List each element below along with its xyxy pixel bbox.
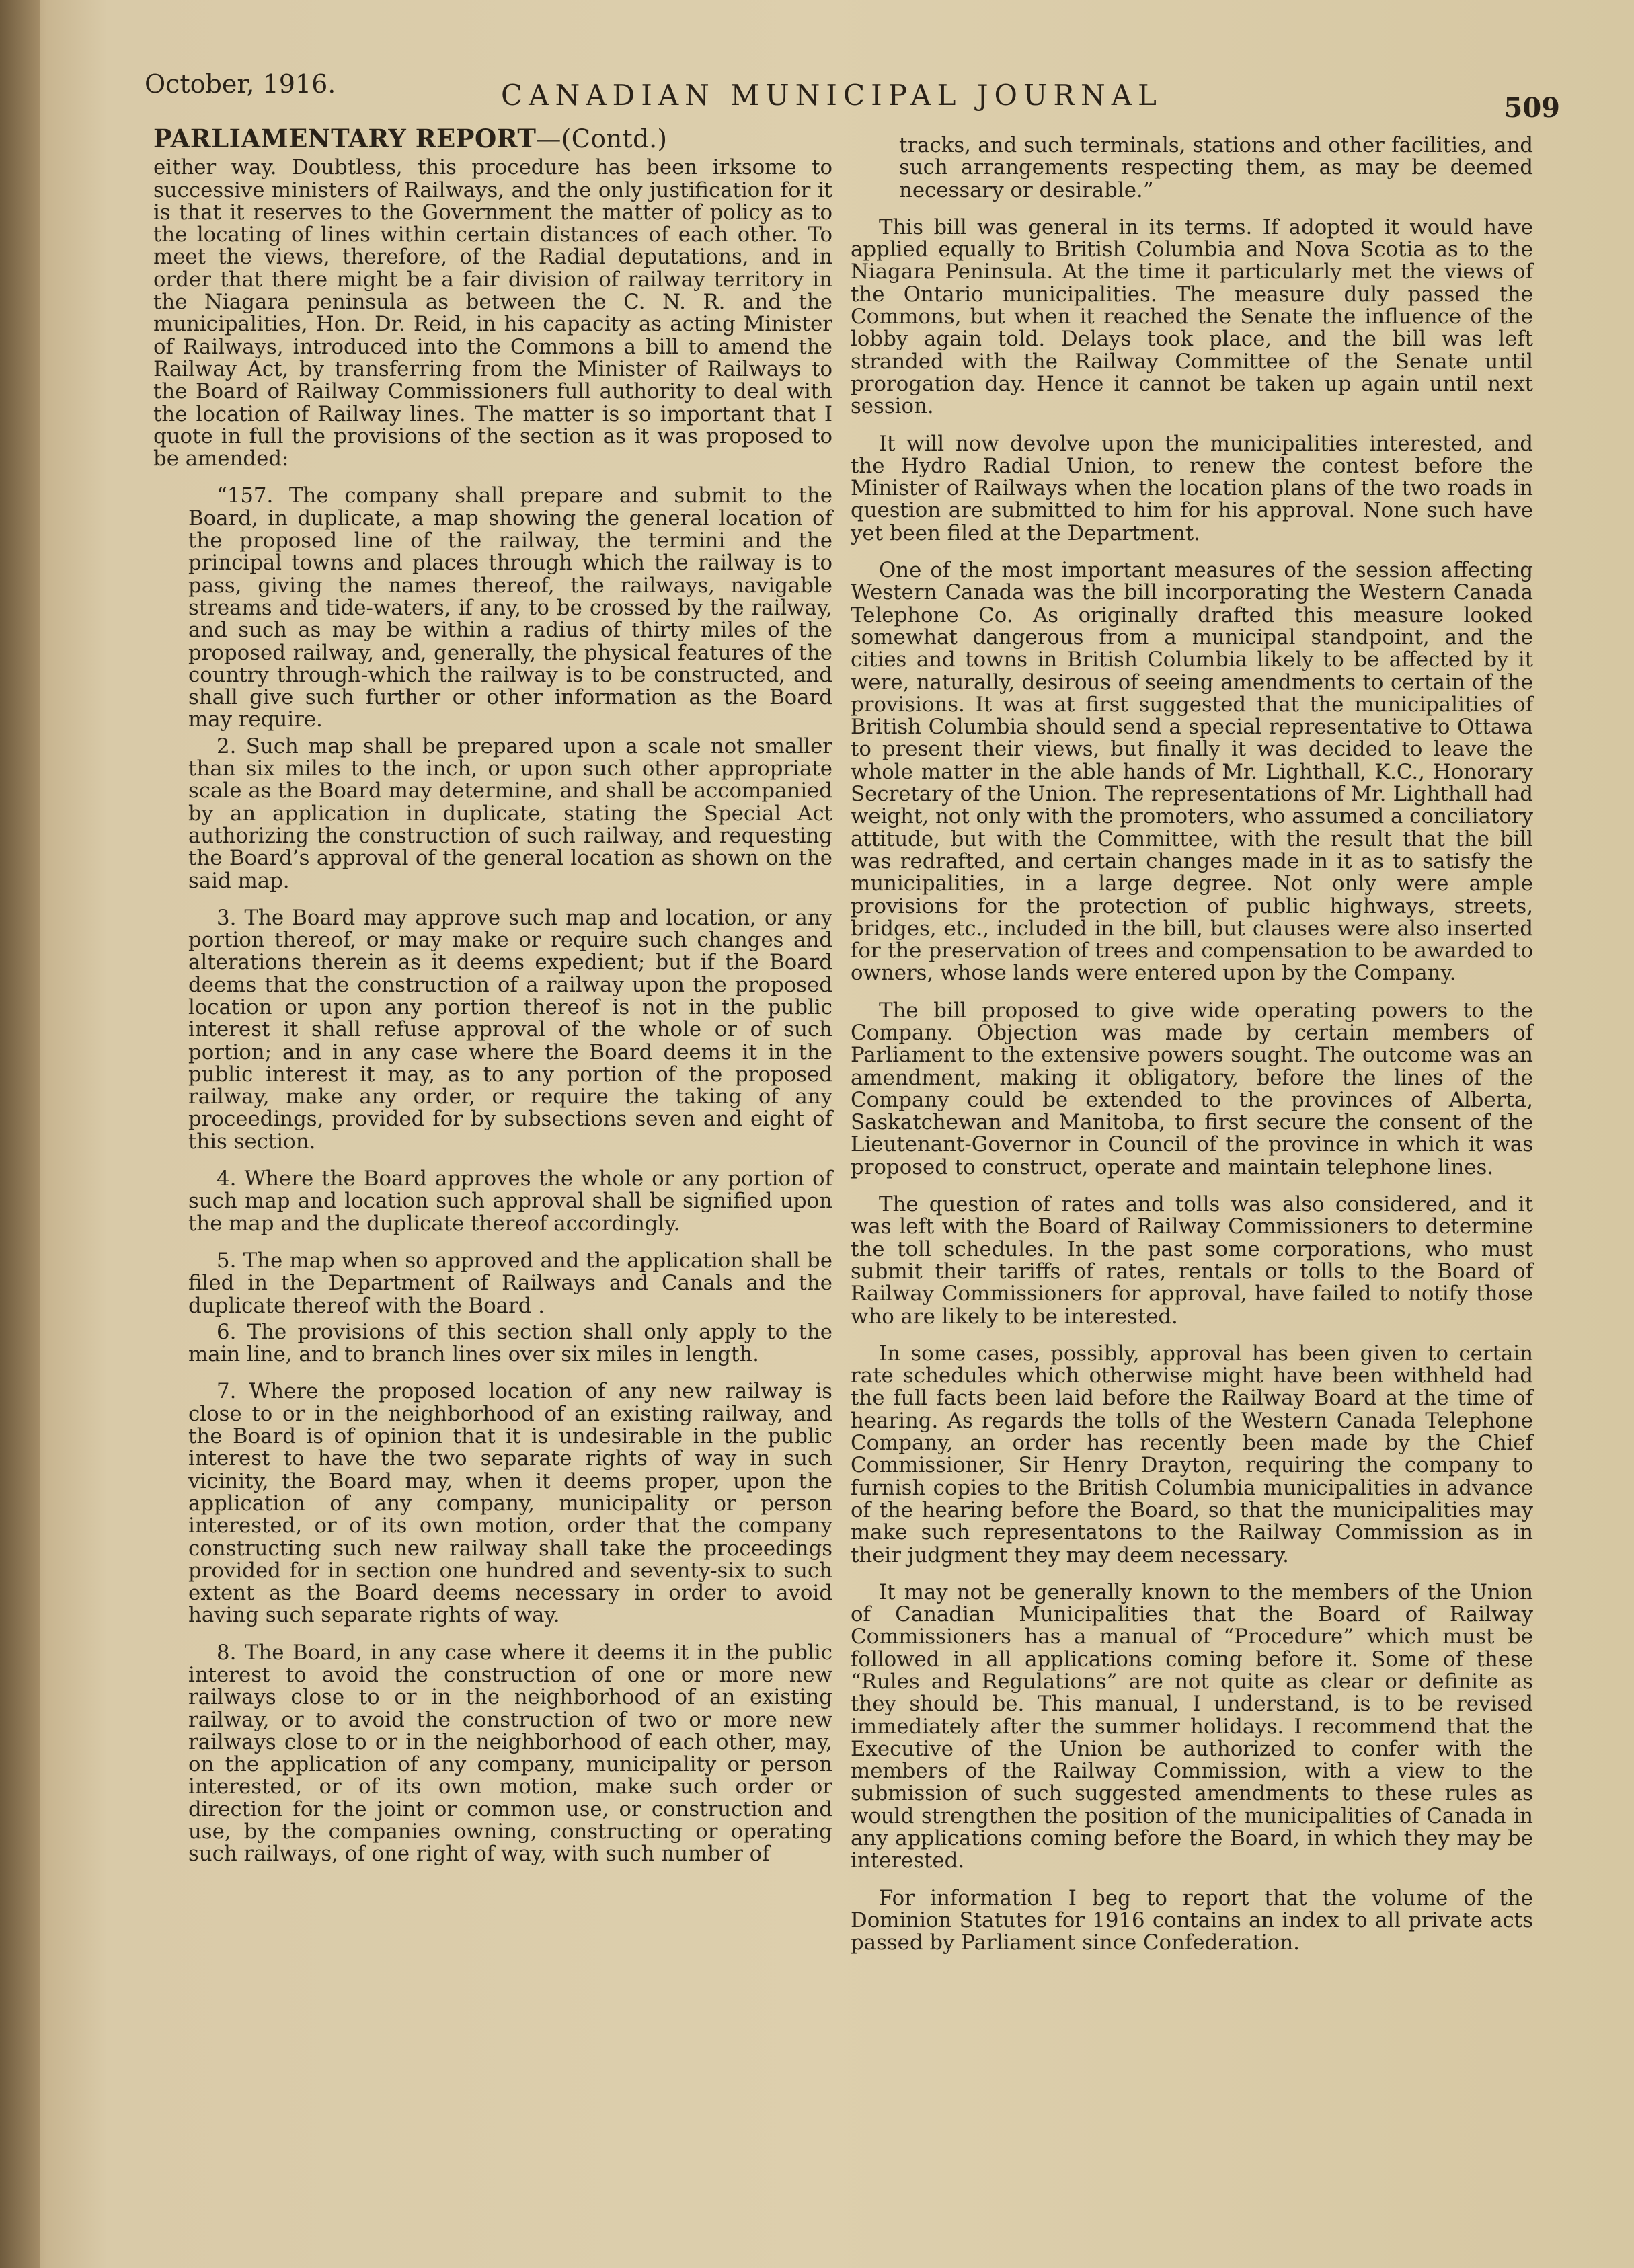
- section-contd: —(Contd.): [536, 124, 668, 153]
- section-title: [153, 124, 832, 153]
- paragraph-procedure-manual: It may not be generally known to the members of the Union of Canadian Municipalities that the Board of Railway Commissioners has a manual of “Procedure” which must be followed in all applications coming before it. Some of these “Rules and Regulations” are not quite as clear or definite as they should be. This manual, I understand, is to be revised immediately after the summer holidays. I recommend that the Executive of the Union be authorized to confer with the members of the Railway Commission, with a view to the submission of such suggested amendments to these rules as would strengthen the position of the municipalities of Canada in any applications coming before the Board, in which they may be interested.: [851, 1579, 1533, 1873]
- section-title-text: PARLIAMENTARY REPORT: [153, 124, 537, 153]
- quote-continuation: [899, 134, 1533, 202]
- left-column: [153, 124, 832, 1881]
- provision-2: 2. Such map shall be prepared upon a scale not smaller than six miles to the inch, or upon such other appropriate scale as the Board may determine, and shall be accompanied by an application in duplicate, stating the Special Act authorizing the construction of such railway, and requesting the Board’s approval of the general location as shown on the said map.: [188, 734, 832, 893]
- intro-paragraph: either way. Doubtless, this procedure has been irksome to successive ministers of Railways, and the only justification for it is that it reserves to the Government the matter of policy as to the locating of lines within certain distances of each other. To meet the views, therefore, of the Radial deputations, and in order that there might be a fair division of railway territory in the Niagara peninsula as between the C. N. R. and the municipalities, Hon. Dr. Reid, in his capacity as acting Minister of Railways, introduced into the Commons a bill to amend the Railway Act, by transferring from the Minister of Railways to the Board of Railway Commissioners full authority to deal with the location of Railway lines. The matter is so important that I quote in full the provisions of the section as it was proposed to be amended:: [153, 155, 832, 471]
- provision-3: 3. The Board may approve such map and location, or any portion thereof, or may make or require such changes and alterations therein as it deems expedient; but if the Board deems that the construction of a railway upon the proposed location or upon any portion thereof is not in the public interest it shall refuse approval of the whole or of such portion; and in any case where the Board deems it in the public interest it may, as to any portion of the proposed railway, make any order, or require the taking of any proceedings, provided for by subsections seven and eight of this section.: [188, 905, 832, 1154]
- paragraph-operating-powers: The bill proposed to give wide operating powers to the Company. Objection was made by certain members of Parliament to the extensive powers sought. The outcome was an amendment, making it obligatory, before the lines of the Company could be extended to the provinces of Alberta, Saskatchewan and Manitoba, to first secure the consent of the Lieutenant-Governor in Council of the province in which it was proposed to construct, operate and maintain telephone lines.: [851, 998, 1533, 1179]
- quote-end: tracks, and such terminals, stations and other facilities, and such arrangements respecting them, as may be deemed necessary or desirable.”: [899, 133, 1533, 202]
- paragraph-rates-tolls: The question of rates and tolls was also considered, and it was left with the Board of Railway Commissioners to determine the toll schedules. In the past some corporations, who must submit their tariffs of rates, rentals or tolls to the Board of Railway Commissioners for approval, have failed to notify those who are likely to be interested.: [851, 1192, 1533, 1329]
- provision-157: “157. The company shall prepare and submit to the Board, in duplicate, a map showing the general location of the proposed line of the railway, the termini and the principal towns and places through which the railway is to pass, giving the names thereof, the railways, navigable streams and tide-waters, if any, to be crossed by the railway, and such as may be within a radius of thirty miles of the proposed railway, and, generally, the physical features of the country through-which the railway is to be constructed, and shall give such further or other information as the Board may require.: [188, 483, 832, 732]
- paragraph-approval: In some cases, possibly, approval has been given to certain rate schedules which otherwise might have been withheld had the full facts been laid before the Railway Board at the time of hearing. As regards the tolls of the Western Canada Telephone Company, an order has recently been made by the Chief Commissioner, Sir Henry Drayton, requiring the company to furnish copies to the British Columbia municipalities in advance of the hearing before the Board, so that the municipalities may make such representatons to the Railway Commission as in their judgment they may deem necessary.: [851, 1341, 1533, 1567]
- issue-date: October, 1916.: [145, 69, 336, 99]
- quoted-provisions: [188, 485, 832, 1865]
- provision-5: 5. The map when so approved and the application shall be filed in the Department of Railways and Canals and the duplicate thereof with the Board .: [188, 1248, 832, 1318]
- right-column: [851, 134, 1533, 1969]
- paragraph-statutes: For information I beg to report that the volume of the Dominion Statutes for 1916 contains an index to all private acts passed by Parliament since Confederation.: [851, 1885, 1533, 1955]
- paragraph-bill-general: This bill was general in its terms. If adopted it would have applied equally to British Columbia and Nova Scotia as to the Niagara Peninsula. At the time it particularly met the views of the Ontario municipalities. The measure duly passed the Commons, but when it reached the Senate the influence of the lobby again told. Delays took place, and the bill was left stranded with the Railway Committee of the Senate until prorogation day. Hence it cannot be taken up again until next session.: [851, 214, 1533, 419]
- journal-title: CANADIAN MUNICIPAL JOURNAL: [501, 79, 1163, 112]
- book-spine-shadow: [0, 0, 40, 2268]
- provision-7: 7. Where the proposed location of any new railway is close to or in the neighborhood of an existing railway, and the Board is of opinion that it is undesirable in the public interest to have the two separate rights of way in such vicinity, the Board may, when it deems proper, upon the application of any company, municipality or person interested, or of its own motion, order that the company constructing such new railway shall take the proceedings provided for in section one hundred and seventy-six to such extent as the Board deems necessary in order to avoid having such separate rights of way.: [188, 1379, 832, 1628]
- page-number: 509: [1504, 92, 1560, 124]
- page-header: [145, 64, 1560, 124]
- paragraph-devolve: It will now devolve upon the municipalities interested, and the Hydro Radial Union, to renew the contest before the Minister of Railways when the location plans of the two roads in question are submitted to him for his approval. None such have yet been filed at the Department.: [851, 431, 1533, 545]
- paragraph-telephone-co: One of the most important measures of the session affecting Western Canada was the bill incorporating the Western Canada Telephone Co. As originally drafted this measure looked somewhat dangerous from a municipal standpoint, and the cities and towns in British Columbia likely to be affected by it were, naturally, desirous of seeing amendments to certain of the provisions. It was at first suggested that the municipalities of British Columbia should send a special representative to Ottawa to present their views, but finally it was decided to leave the whole matter in the able hands of Mr. Lighthall, K.C., Honorary Secretary of the Union. The representations of Mr. Lighthall had weight, not only with the promoters, who assumed a conciliatory attitude, but with the Committee, with the result that the bill was redrafted, and certain changes made in it as to satisfy the municipalities, in a large degree. Not only were ample provisions for the protection of public highways, streets, bridges, etc., included in the bill, but clauses were also inserted for the preservation of trees and compensation to be awarded to owners, whose lands were entered upon by the Company.: [851, 558, 1533, 986]
- provision-6: 6. The provisions of this section shall only apply to the main line, and to branch lines over six miles in length.: [188, 1319, 832, 1367]
- provision-8: 8. The Board, in any case where it deems it in the public interest to avoid the construction of one or more new railways close to or in the neighborhood of an existing railway, or to avoid the construction of two or more new railways close to or in the neighborhood of each other, may, on the application of any company, municipality or person interested, or of its own motion, make such order or direction for the joint or common use, or construction and use, by the companies owning, constructing or operating such railways, of one right of way, with such number of: [188, 1640, 832, 1867]
- provision-4: 4. Where the Board approves the whole or any portion of such map and location such approval shall be signified upon the map and the duplicate thereof accordingly.: [188, 1167, 832, 1236]
